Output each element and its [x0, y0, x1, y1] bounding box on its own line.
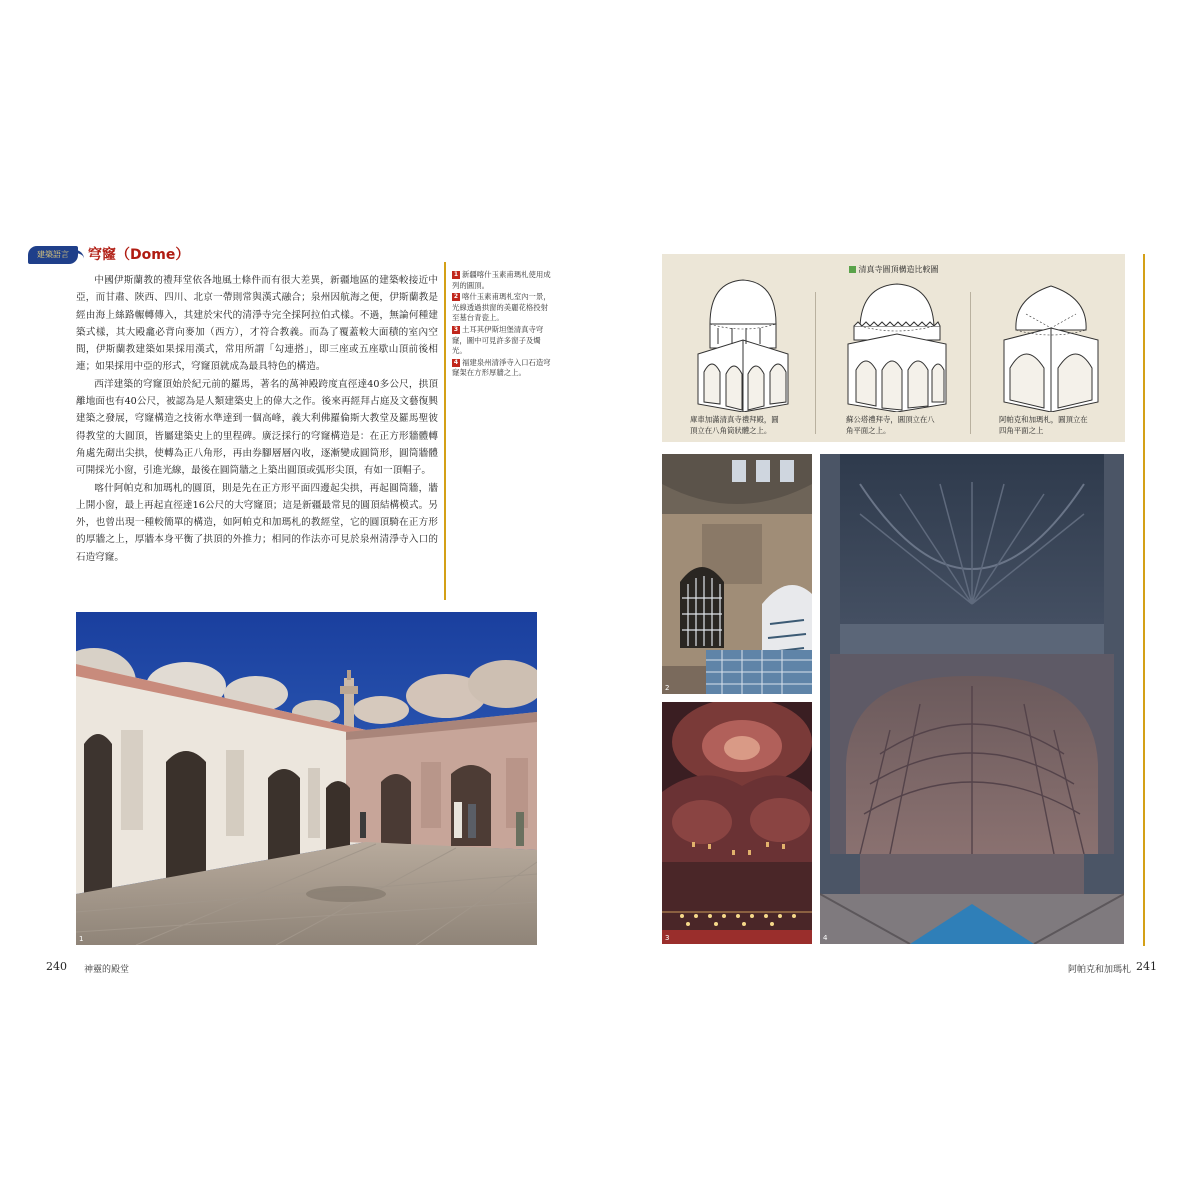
stone-vault-illustration — [820, 454, 1124, 944]
caption-item: 4 福建泉州清淨寺入口石造穹窿架在方形厚牆之上。 — [452, 357, 551, 378]
caption-item: 3 土耳其伊斯坦堡清真寺穹窿，圖中可見許多窗子及燭光。 — [452, 324, 544, 356]
gold-rule — [444, 262, 446, 600]
photo-number: 4 — [823, 934, 828, 942]
page-number-left: 240 — [46, 960, 67, 973]
photo-number: 1 — [79, 935, 84, 943]
running-title-left: 神靈的殿堂 — [84, 965, 130, 975]
body-text — [76, 272, 438, 566]
diagram-caption-1: 庫車加滿清真寺禮拜殿，圓頂立在八角筒狀體之上。 — [690, 415, 779, 435]
green-square-icon — [849, 266, 856, 273]
paragraph-1: 中國伊斯蘭教的禮拜堂依各地風土條件而有很大差異，新疆地區的建築較接近中亞，而甘肅、陝西、四川、北京一帶則常與漢式融合；泉州因航海之便，伊斯蘭教是經由海上絲路輾轉傳入，其建於宋代的清淨寺完全採阿拉伯式樣。不過，無論何種建築式樣，其大殿龕必背向麥加（西方），才符合教義。而為了覆蓋較大面積的室內空間，伊斯蘭教建築如果採用漢式，常用所謂「勾連搭」，即三座或五座歇山頂前後相連；如果採用中亞的形式，穹窿頂就成為最具特色的構造。 — [76, 275, 438, 373]
courtyard-domes-illustration — [76, 612, 537, 945]
interior-tomb-illustration — [662, 454, 812, 694]
photo-courtyard-domes — [76, 612, 537, 945]
gold-rule — [1143, 254, 1145, 946]
running-title-right: 阿帕克和加瑪札 — [1068, 965, 1132, 975]
diagram-title: 清真寺圓頂構造比較圖 — [662, 264, 1125, 275]
paragraph-2: 西洋建築的穹窿頂始於紀元前的羅馬，著名的萬神殿跨度直徑達40多公尺，拱頂離地面也有40公尺，被認為是人類建築史上的偉大之作。後來再經拜占庭及文藝復興建築之發展，穹窿構造之技術水準達到一個高峰，義大利佛羅倫斯大教堂及羅馬聖彼得教堂的大圓頂，皆屬建築史上的里程碑。廣泛採行的穹窿構造是：在正方形牆體轉角處先砌出尖拱，使轉為正八角形，再由券腳層層內收，逐漸變成圓筒形，圓筒牆體可開採光小窗，引進光線，最後在圓筒牆之上築出圓頂或弧形尖頂，有如一頂帽子。 — [76, 378, 438, 477]
divider — [970, 292, 971, 434]
photo-captions — [452, 270, 554, 380]
diagram-caption-3: 阿帕克和加瑪札，圓頂立在四角平面之上 — [999, 415, 1088, 435]
caption-item: 1 新疆喀什玉素甫瑪札使用成列的圓頂。 — [452, 270, 551, 290]
mosque-interior-illustration — [662, 702, 812, 944]
photo-number: 2 — [665, 684, 670, 692]
caption-item: 2 喀什玉素甫瑪札室內一景，光線透過拱窗的美麗花格投射至墓台青瓷上。 — [452, 292, 551, 323]
section-tag: 建築語言 — [28, 246, 78, 264]
photo-interior-tomb — [662, 454, 812, 694]
photo-number: 3 — [665, 934, 670, 942]
diagram-caption-2: 蘇公塔禮拜寺，圓頂立在八角平面之上。 — [846, 415, 935, 435]
diagram-octagonal-plan — [842, 282, 952, 412]
diagram-octagonal-drum — [688, 276, 798, 412]
divider — [815, 292, 816, 434]
paragraph-3: 喀什阿帕克和加瑪札的圓頂，則是先在正方形平面四邊起尖拱，再起圓筒牆，牆上開小窗，最上再起直徑達16公尺的大穹窿頂；這是新疆最常見的圓頂結構模式。另外，也曾出現一種較簡單的構造，如阿帕克和加瑪札的教經堂，它的圓頂騎在正方形的厚牆之上，厚牆本身平衡了拱頂的外推力；相同的作法亦可見於泉州清淨寺入口的石造穹窿。 — [76, 482, 438, 563]
photo-mosque-interior — [662, 702, 812, 944]
cloud-ornament-icon — [66, 250, 84, 263]
section-heading: 穹窿（Dome） — [88, 247, 190, 263]
diagram-square-plan — [996, 284, 1106, 412]
page-number-right: 241 — [1136, 960, 1157, 973]
photo-stone-vault — [820, 454, 1124, 944]
